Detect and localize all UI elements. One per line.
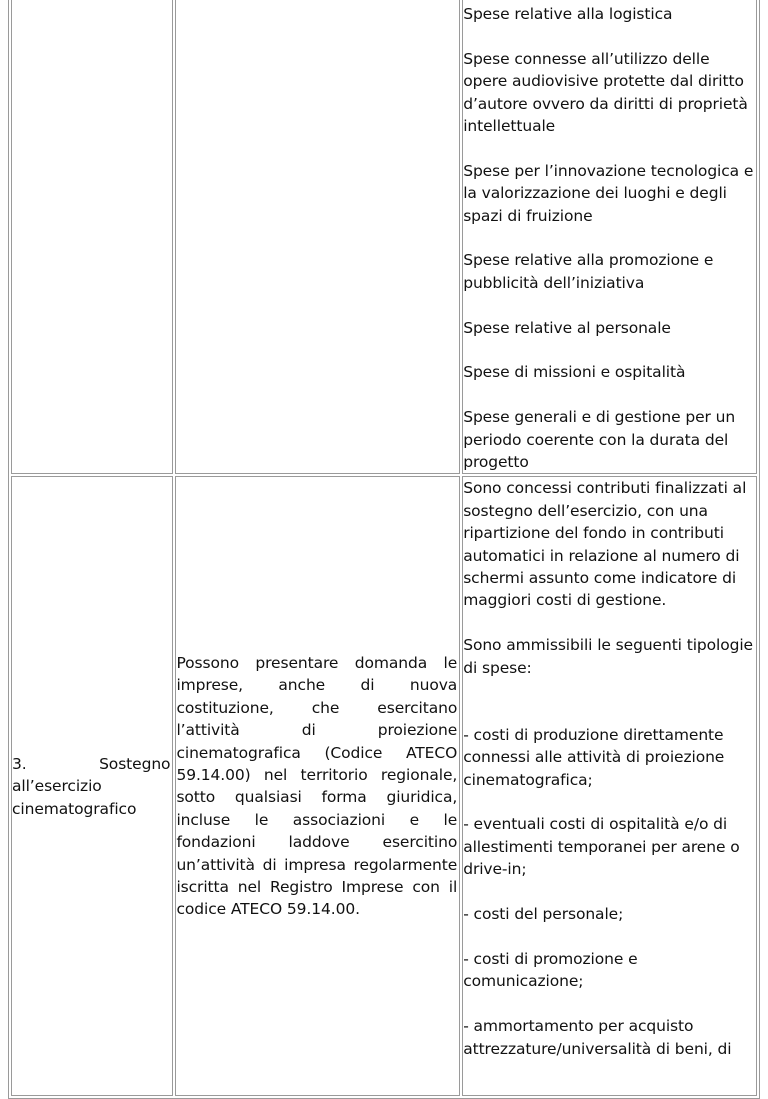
contribution-cell (462, 476, 757, 1096)
eligible-expenses-cell (462, 0, 757, 474)
expense-item: Spese relative alla promozione e pubblicità dell’iniziativa (463, 251, 714, 292)
expense-item: Spese relative al personale (463, 318, 671, 337)
measure-title: 3. Sostegno all’esercizio cinematografico (12, 754, 171, 818)
expense-list-item: - ammortamento per acquisto attrezzature/universalità di beni, di (463, 1017, 732, 1058)
expense-item: Spese generali e di gestione per un periodo coerente con la durata del progetto (463, 408, 736, 472)
expense-item: Spese connesse all’utilizzo delle opere audiovisive protette dal diritto d’autore ovvero da diritti di proprietà intellettuale (463, 49, 748, 136)
table-row (11, 0, 757, 474)
beneficiaries-text: Possono presentare domanda le imprese, anche di nuova costituzione, che esercitano l’attività di proiezione cinematografica (Codice ATECO 59.14.00) nel territorio regionale, sotto qualsiasi forma giuridica, incluse le associazioni e le fondazioni laddove esercitino un’attività di impresa regolarmente iscritta nel Registro Imprese con il codice ATECO 59.14.00. (176, 654, 458, 919)
expense-item: Spese relative alla logistica (463, 5, 673, 23)
measure-cell-empty (11, 0, 173, 474)
expense-item: Spese per l’innovazione tecnologica e la valorizzazione dei luoghi e degli spazi di fruizione (463, 161, 754, 225)
beneficiaries-cell-empty (175, 0, 460, 474)
expense-list-item: - costi di produzione direttamente connessi alle attività di proiezione cinematografica; (463, 725, 725, 789)
beneficiaries-cell (175, 476, 460, 1096)
table-row (11, 476, 757, 1096)
expense-list-item: - costi del personale; (463, 905, 624, 924)
expense-list-item: - costi di promozione e comunicazione; (463, 949, 638, 991)
expense-item: Spese di missioni e ospitalità (463, 363, 686, 382)
intro-paragraph: Sono concessi contributi finalizzati al sostegno dell’esercizio, con una ripartizione del fondo in contributi automatici in relazione al numero di schermi assunto come indicatore di maggiori costi di gestione. (463, 479, 747, 610)
measure-title-cell (11, 476, 173, 1096)
measures-table (8, 0, 760, 1099)
eligible-intro: Sono ammissibili le seguenti tipologie di spese: (463, 636, 753, 677)
expense-list-item: - eventuali costi di ospitalità e/o di allestimenti temporanei per arene o drive-in; (463, 815, 740, 879)
